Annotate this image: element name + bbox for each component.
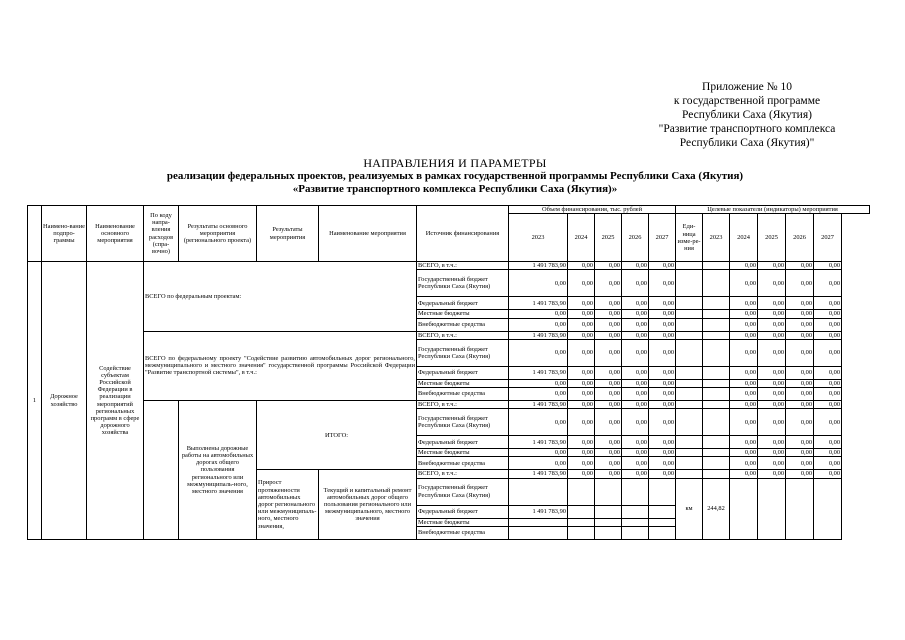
financing-value: 0,00 bbox=[568, 331, 595, 339]
target-value: 0,00 bbox=[786, 366, 814, 379]
target-value: 0,00 bbox=[730, 436, 758, 449]
result-cell: Прирост протяженности автомобильных дорог регионального или межмуниципаль-ного, местного значения, bbox=[257, 470, 319, 539]
unit-cell bbox=[676, 379, 703, 387]
target-value: 0,00 bbox=[786, 449, 814, 457]
financing-value-empty bbox=[595, 478, 622, 505]
financing-value: 0,00 bbox=[622, 339, 649, 366]
target-value-empty bbox=[703, 318, 730, 331]
header-financing-group: Объем финансирования, тыс. рублей bbox=[509, 206, 676, 214]
target-value: 0,00 bbox=[758, 331, 786, 339]
financing-value: 0,00 bbox=[568, 379, 595, 387]
target-value: 0,00 bbox=[758, 409, 786, 436]
financing-value: 1 491 783,90 bbox=[509, 470, 568, 478]
financing-value-empty bbox=[595, 518, 622, 526]
financing-value: 0,00 bbox=[649, 331, 676, 339]
target-value-empty bbox=[703, 388, 730, 401]
financing-value-empty bbox=[649, 526, 676, 539]
financing-value: 0,00 bbox=[568, 339, 595, 366]
parameters-table bbox=[27, 205, 870, 540]
financing-value-empty bbox=[568, 526, 595, 539]
financing-value: 0,00 bbox=[649, 401, 676, 409]
target-value-empty bbox=[730, 478, 758, 539]
financing-value-empty bbox=[509, 478, 568, 505]
target-value: 0,00 bbox=[814, 331, 842, 339]
header-target-year: 2027 bbox=[814, 214, 842, 262]
target-value: 0,00 bbox=[758, 318, 786, 331]
itogo-label: ИТОГО: bbox=[257, 401, 417, 470]
header-number bbox=[28, 206, 42, 262]
unit-cell bbox=[676, 331, 703, 339]
financing-value: 0,00 bbox=[649, 339, 676, 366]
financing-value-empty bbox=[649, 505, 676, 518]
target-value: 0,00 bbox=[758, 401, 786, 409]
target-value-empty bbox=[703, 270, 730, 297]
target-value: 0,00 bbox=[758, 388, 786, 401]
section-label-federal-project: ВСЕГО по федеральному проекту "Содействие развитию автомобильных дорог регионального, межмуниципального и местного значения" государственной программы Российской Федерации "Развитие транспортной системы", в т.ч.: bbox=[144, 331, 417, 400]
financing-value-empty bbox=[649, 518, 676, 526]
target-value: 0,00 bbox=[814, 270, 842, 297]
target-value: 0,00 bbox=[758, 379, 786, 387]
row-number: 1 bbox=[28, 262, 42, 540]
financing-value: 0,00 bbox=[568, 366, 595, 379]
financing-value: 0,00 bbox=[595, 388, 622, 401]
financing-value: 0,00 bbox=[649, 449, 676, 457]
financing-value: 0,00 bbox=[649, 379, 676, 387]
header-program: Наимено-вание подпро-граммы bbox=[42, 206, 87, 262]
target-value: 0,00 bbox=[786, 436, 814, 449]
target-value: 0,00 bbox=[730, 366, 758, 379]
main-event-name: Содействие субъектам Российской Федерации в реализации мероприятий региональных программ в сфере дорожного хозяйства bbox=[87, 262, 144, 540]
target-value: 0,00 bbox=[786, 379, 814, 387]
target-value-empty bbox=[703, 297, 730, 310]
unit-cell bbox=[676, 470, 703, 478]
target-value-empty bbox=[703, 331, 730, 339]
event-cell: Текущий и капитальный ремонт автомобильных дорог общего пользования регионального или межмуниципального, местного значения bbox=[319, 470, 417, 539]
unit-cell bbox=[676, 457, 703, 470]
unit-cell bbox=[676, 366, 703, 379]
financing-value: 0,00 bbox=[509, 270, 568, 297]
target-value: 0,00 bbox=[758, 270, 786, 297]
target-value-empty bbox=[703, 366, 730, 379]
financing-value: 1 491 783,90 bbox=[509, 436, 568, 449]
target-value: 0,00 bbox=[814, 457, 842, 470]
unit-cell bbox=[676, 310, 703, 318]
header-fin-year: 2024 bbox=[568, 214, 595, 262]
target-value: 0,00 bbox=[814, 310, 842, 318]
target-value: 0,00 bbox=[730, 262, 758, 270]
source-cell: Местные бюджеты bbox=[417, 449, 509, 457]
financing-value: 0,00 bbox=[509, 409, 568, 436]
target-value: 0,00 bbox=[730, 297, 758, 310]
table-row bbox=[28, 331, 870, 339]
header-results: Результаты мероприятия bbox=[257, 206, 319, 262]
document-title bbox=[120, 157, 790, 196]
header-fin-year: 2026 bbox=[622, 214, 649, 262]
source-cell: Государственный бюджет Республики Саха (Якутия) bbox=[417, 270, 509, 297]
financing-value: 0,00 bbox=[509, 339, 568, 366]
financing-value: 0,00 bbox=[595, 331, 622, 339]
appendix-line: к государственной программе bbox=[673, 95, 821, 107]
target-value: 0,00 bbox=[814, 339, 842, 366]
financing-value: 1 491 783,90 bbox=[509, 401, 568, 409]
target-value: 0,00 bbox=[758, 310, 786, 318]
target-value-empty bbox=[703, 401, 730, 409]
financing-value: 0,00 bbox=[622, 409, 649, 436]
unit-cell bbox=[676, 388, 703, 401]
header-fin-year: 2025 bbox=[595, 214, 622, 262]
target-value: 0,00 bbox=[730, 310, 758, 318]
target-value-empty bbox=[703, 262, 730, 270]
target-value: 0,00 bbox=[758, 436, 786, 449]
financing-value: 0,00 bbox=[568, 262, 595, 270]
financing-value-empty bbox=[622, 526, 649, 539]
financing-value: 1 491 783,90 bbox=[509, 366, 568, 379]
financing-value: 0,00 bbox=[568, 318, 595, 331]
financing-value: 0,00 bbox=[568, 457, 595, 470]
target-value: 0,00 bbox=[758, 366, 786, 379]
financing-value: 0,00 bbox=[509, 379, 568, 387]
financing-value: 0,00 bbox=[622, 270, 649, 297]
financing-value: 0,00 bbox=[622, 262, 649, 270]
target-value: 0,00 bbox=[814, 388, 842, 401]
source-cell: Местные бюджеты bbox=[417, 310, 509, 318]
header-targets-group: Целевые показатели (индикаторы) мероприятия bbox=[676, 206, 870, 214]
source-cell: Федеральный бюджет bbox=[417, 436, 509, 449]
financing-value: 0,00 bbox=[649, 270, 676, 297]
target-value: 0,00 bbox=[786, 457, 814, 470]
target-value: 0,00 bbox=[730, 318, 758, 331]
financing-value: 1 491 783,90 bbox=[509, 505, 568, 518]
target-value-empty bbox=[814, 478, 842, 539]
target-value-2023: 244,82 bbox=[703, 478, 730, 539]
unit-cell bbox=[676, 318, 703, 331]
direction-code-cell bbox=[144, 401, 179, 540]
target-value-empty bbox=[703, 409, 730, 436]
appendix-block bbox=[612, 80, 882, 150]
target-value-empty bbox=[703, 339, 730, 366]
target-value: 0,00 bbox=[814, 318, 842, 331]
target-value: 0,00 bbox=[786, 401, 814, 409]
header-unit: Еди-ница изме-ре-ния bbox=[676, 214, 703, 262]
target-value-empty bbox=[758, 478, 786, 539]
target-value: 0,00 bbox=[814, 262, 842, 270]
financing-value: 0,00 bbox=[622, 310, 649, 318]
section-label-all-projects: ВСЕГО по федеральным проектам: bbox=[144, 262, 417, 331]
target-value: 0,00 bbox=[786, 297, 814, 310]
table-row bbox=[28, 262, 870, 270]
target-value: 0,00 bbox=[758, 262, 786, 270]
financing-value-empty bbox=[622, 518, 649, 526]
financing-value-empty bbox=[649, 478, 676, 505]
header-target-year: 2023 bbox=[703, 214, 730, 262]
financing-value-empty bbox=[568, 478, 595, 505]
financing-value: 0,00 bbox=[622, 449, 649, 457]
target-value: 0,00 bbox=[730, 449, 758, 457]
header-fin-year: 2023 bbox=[509, 214, 568, 262]
source-cell: Местные бюджеты bbox=[417, 518, 509, 526]
target-value: 0,00 bbox=[758, 470, 786, 478]
financing-value: 0,00 bbox=[595, 366, 622, 379]
target-value: 0,00 bbox=[814, 401, 842, 409]
header-target-year: 2026 bbox=[786, 214, 814, 262]
target-value: 0,00 bbox=[786, 339, 814, 366]
source-cell: Государственный бюджет Республики Саха (Якутия) bbox=[417, 478, 509, 505]
financing-value: 0,00 bbox=[509, 310, 568, 318]
appendix-line: "Развитие транспортного комплекса bbox=[658, 123, 836, 135]
financing-value: 0,00 bbox=[595, 379, 622, 387]
financing-value: 0,00 bbox=[595, 436, 622, 449]
financing-value: 0,00 bbox=[649, 388, 676, 401]
target-value: 0,00 bbox=[730, 457, 758, 470]
title-line-1: НАПРАВЛЕНИЯ И ПАРАМЕТРЫ bbox=[363, 156, 547, 170]
financing-value: 0,00 bbox=[568, 409, 595, 436]
unit-cell bbox=[676, 401, 703, 409]
financing-value: 0,00 bbox=[649, 318, 676, 331]
target-value-empty bbox=[786, 478, 814, 539]
target-value: 0,00 bbox=[730, 470, 758, 478]
financing-value: 0,00 bbox=[649, 310, 676, 318]
financing-value: 0,00 bbox=[595, 470, 622, 478]
source-cell: Местные бюджеты bbox=[417, 379, 509, 387]
financing-value: 0,00 bbox=[595, 318, 622, 331]
financing-value: 0,00 bbox=[622, 366, 649, 379]
source-cell: Внебюджетные средства bbox=[417, 526, 509, 539]
main-result-cell: Выполнены дорожные работы на автомобильных дорогах общего пользования регионального или межмуниципаль-ного, местного значения bbox=[179, 401, 257, 540]
financing-value: 0,00 bbox=[595, 449, 622, 457]
source-cell: Внебюджетные средства bbox=[417, 457, 509, 470]
financing-value: 0,00 bbox=[649, 366, 676, 379]
financing-value: 0,00 bbox=[568, 470, 595, 478]
source-cell: ВСЕГО, в т.ч.: bbox=[417, 470, 509, 478]
financing-value: 0,00 bbox=[622, 401, 649, 409]
financing-value: 0,00 bbox=[649, 297, 676, 310]
source-cell: ВСЕГО, в т.ч.: bbox=[417, 331, 509, 339]
financing-value: 0,00 bbox=[622, 331, 649, 339]
target-value: 0,00 bbox=[730, 401, 758, 409]
target-value: 0,00 bbox=[730, 270, 758, 297]
target-value: 0,00 bbox=[786, 318, 814, 331]
header-target-year: 2024 bbox=[730, 214, 758, 262]
target-value: 0,00 bbox=[786, 470, 814, 478]
source-cell: ВСЕГО, в т.ч.: bbox=[417, 401, 509, 409]
financing-value: 0,00 bbox=[622, 436, 649, 449]
financing-value: 0,00 bbox=[509, 457, 568, 470]
target-value: 0,00 bbox=[786, 310, 814, 318]
financing-value: 1 491 783,90 bbox=[509, 297, 568, 310]
header-direction-code: По коду напра-вления расходов (спра-вочно) bbox=[144, 206, 179, 262]
financing-value-empty bbox=[595, 526, 622, 539]
financing-value-empty bbox=[509, 518, 568, 526]
source-cell: ВСЕГО, в т.ч.: bbox=[417, 262, 509, 270]
financing-value: 0,00 bbox=[568, 297, 595, 310]
financing-value: 0,00 bbox=[622, 388, 649, 401]
target-value: 0,00 bbox=[814, 297, 842, 310]
target-value: 0,00 bbox=[814, 449, 842, 457]
financing-value: 0,00 bbox=[595, 262, 622, 270]
financing-value: 0,00 bbox=[595, 409, 622, 436]
financing-value: 1 491 783,90 bbox=[509, 331, 568, 339]
financing-value-empty bbox=[568, 518, 595, 526]
source-cell: Федеральный бюджет bbox=[417, 297, 509, 310]
source-cell: Внебюджетные средства bbox=[417, 388, 509, 401]
target-value: 0,00 bbox=[758, 297, 786, 310]
program-name: Дорожное хозяйство bbox=[42, 262, 87, 540]
unit-cell: км bbox=[676, 478, 703, 539]
target-value: 0,00 bbox=[786, 331, 814, 339]
target-value: 0,00 bbox=[814, 436, 842, 449]
unit-cell bbox=[676, 339, 703, 366]
target-value-empty bbox=[703, 470, 730, 478]
financing-value: 0,00 bbox=[649, 457, 676, 470]
financing-value: 0,00 bbox=[622, 470, 649, 478]
target-value: 0,00 bbox=[786, 409, 814, 436]
target-value: 0,00 bbox=[730, 331, 758, 339]
appendix-line: Республики Саха (Якутия)" bbox=[679, 137, 815, 149]
financing-value: 0,00 bbox=[595, 297, 622, 310]
financing-value: 1 491 783,90 bbox=[509, 262, 568, 270]
financing-value-empty bbox=[568, 505, 595, 518]
financing-value: 0,00 bbox=[568, 436, 595, 449]
financing-value: 0,00 bbox=[595, 339, 622, 366]
financing-value: 0,00 bbox=[509, 449, 568, 457]
financing-value-empty bbox=[595, 505, 622, 518]
unit-cell bbox=[676, 409, 703, 436]
unit-cell bbox=[676, 270, 703, 297]
financing-value-empty bbox=[622, 478, 649, 505]
target-value: 0,00 bbox=[758, 449, 786, 457]
financing-value: 0,00 bbox=[595, 310, 622, 318]
appendix-line: Приложение № 10 bbox=[702, 81, 792, 93]
title-line-2: реализации федеральных проектов, реализуемых в рамках государственной программы Республики Саха (Якутия) bbox=[166, 170, 744, 182]
financing-value: 0,00 bbox=[509, 318, 568, 331]
source-cell: Государственный бюджет Республики Саха (Якутия) bbox=[417, 339, 509, 366]
title-line-3: «Развитие транспортного комплекса Республики Саха (Якутия)» bbox=[292, 183, 618, 195]
target-value: 0,00 bbox=[730, 379, 758, 387]
target-value-empty bbox=[703, 379, 730, 387]
financing-value: 0,00 bbox=[568, 401, 595, 409]
header-target-year: 2025 bbox=[758, 214, 786, 262]
target-value: 0,00 bbox=[786, 270, 814, 297]
target-value: 0,00 bbox=[786, 262, 814, 270]
financing-value: 0,00 bbox=[649, 470, 676, 478]
target-value-empty bbox=[703, 436, 730, 449]
unit-cell bbox=[676, 449, 703, 457]
financing-value: 0,00 bbox=[622, 379, 649, 387]
financing-value-empty bbox=[509, 526, 568, 539]
target-value: 0,00 bbox=[814, 409, 842, 436]
financing-value: 0,00 bbox=[568, 449, 595, 457]
financing-value: 0,00 bbox=[568, 270, 595, 297]
financing-value: 0,00 bbox=[568, 388, 595, 401]
target-value: 0,00 bbox=[730, 409, 758, 436]
financing-value: 0,00 bbox=[595, 457, 622, 470]
financing-value: 0,00 bbox=[568, 310, 595, 318]
table-row bbox=[28, 401, 870, 409]
header-source: Источник финансирования bbox=[417, 206, 509, 262]
financing-value-empty bbox=[622, 505, 649, 518]
target-value: 0,00 bbox=[758, 457, 786, 470]
header-main-event: Наименование основного мероприятия bbox=[87, 206, 144, 262]
target-value: 0,00 bbox=[814, 470, 842, 478]
target-value-empty bbox=[703, 449, 730, 457]
financing-value: 0,00 bbox=[595, 401, 622, 409]
financing-value: 0,00 bbox=[649, 409, 676, 436]
target-value: 0,00 bbox=[814, 366, 842, 379]
unit-cell bbox=[676, 436, 703, 449]
financing-value: 0,00 bbox=[622, 457, 649, 470]
unit-cell bbox=[676, 297, 703, 310]
financing-value: 0,00 bbox=[622, 318, 649, 331]
source-cell: Государственный бюджет Республики Саха (Якутия) bbox=[417, 409, 509, 436]
financing-value: 0,00 bbox=[509, 388, 568, 401]
unit-cell bbox=[676, 262, 703, 270]
target-value-empty bbox=[703, 310, 730, 318]
target-value: 0,00 bbox=[730, 339, 758, 366]
appendix-line: Республики Саха (Якутия) bbox=[682, 109, 812, 121]
financing-value: 0,00 bbox=[595, 270, 622, 297]
target-value: 0,00 bbox=[786, 388, 814, 401]
source-cell: Федеральный бюджет bbox=[417, 366, 509, 379]
target-value-empty bbox=[703, 457, 730, 470]
header-event: Наименование мероприятия bbox=[319, 206, 417, 262]
header-fin-year: 2027 bbox=[649, 214, 676, 262]
target-value: 0,00 bbox=[758, 339, 786, 366]
source-cell: Федеральный бюджет bbox=[417, 505, 509, 518]
financing-value: 0,00 bbox=[649, 436, 676, 449]
target-value: 0,00 bbox=[814, 379, 842, 387]
target-value: 0,00 bbox=[730, 388, 758, 401]
header-main-results: Результаты основного мероприятия (регионального проекта) bbox=[179, 206, 257, 262]
financing-value: 0,00 bbox=[622, 297, 649, 310]
source-cell: Внебюджетные средства bbox=[417, 318, 509, 331]
financing-value: 0,00 bbox=[649, 262, 676, 270]
